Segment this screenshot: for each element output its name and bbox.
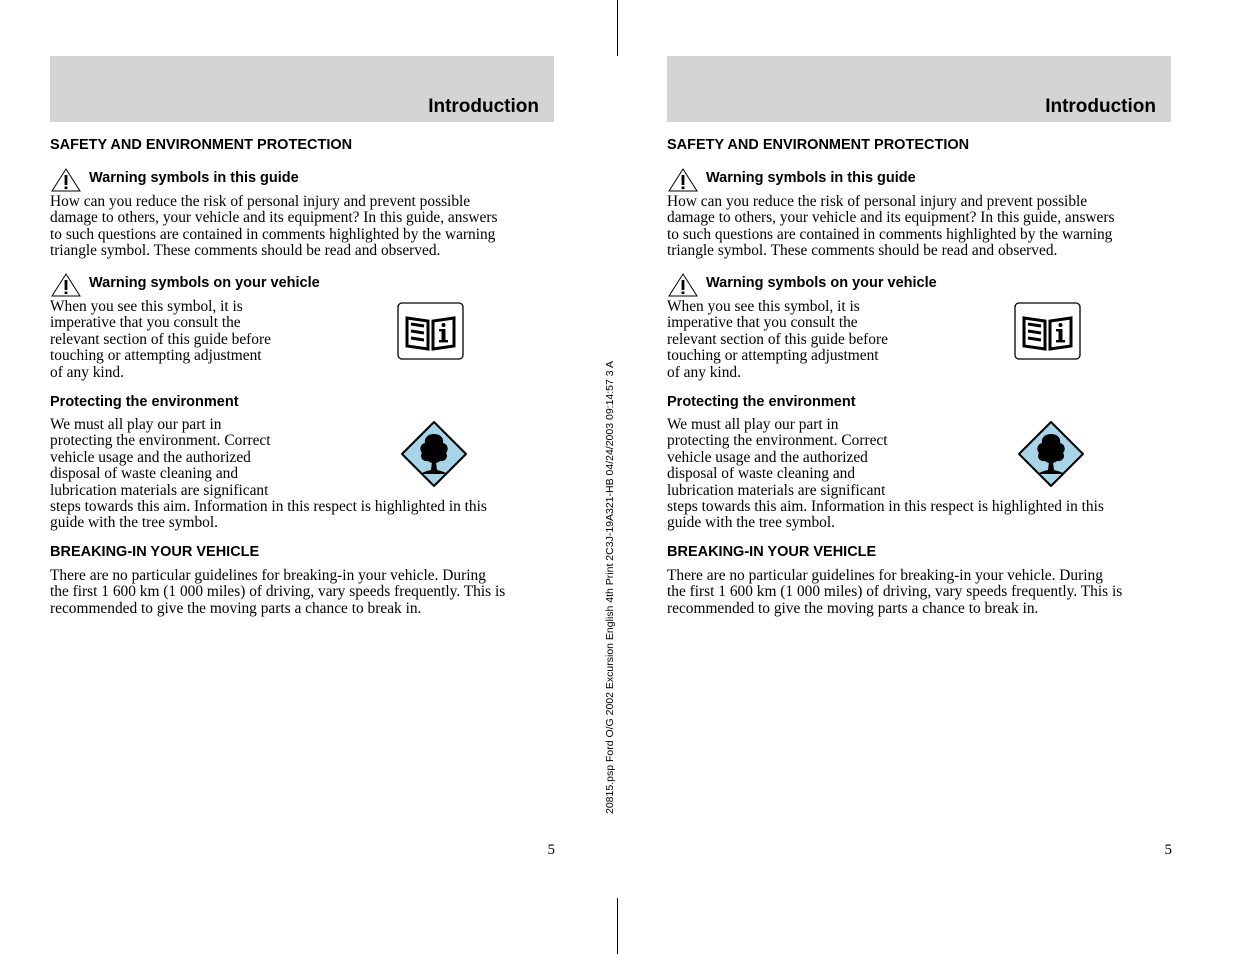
section-heading-safety: SAFETY AND ENVIRONMENT PROTECTION: [667, 137, 970, 153]
breaking-in-text: There are no particular guidelines for breaking-in your vehicle. During the first 1 600 km (1 000 miles) of driving, vary speeds frequently. This is recommended to give the moving parts a chance to break in.: [50, 567, 506, 617]
warning-guide-text: How can you reduce the risk of personal injury and prevent possible damage to others, your vehicle and its equipment? In this guide, answers to such questions are contained in comments highlighted by the warning triangle symbol. These comments should be read and observed.: [50, 193, 498, 260]
crop-mark-top: [617, 0, 618, 56]
header-bar: [50, 56, 554, 122]
page-title: Introduction: [428, 96, 539, 117]
header-bar: [667, 56, 1171, 122]
warning-guide-heading: Warning symbols in this guide: [706, 170, 916, 186]
print-slug: 20815.psp Ford O/G 2002 Excursion English 4th Print 2C3J-19A321-HB 04/24/2003 09:14:57 3 A: [604, 361, 616, 814]
tree-icon: [400, 420, 468, 488]
left-page: [50, 0, 555, 954]
environment-heading: Protecting the environment: [50, 394, 239, 410]
warning-vehicle-heading: Warning symbols on your vehicle: [89, 275, 320, 291]
warning-guide-heading: Warning symbols in this guide: [89, 170, 299, 186]
section-heading-breaking-in: BREAKING-IN YOUR VEHICLE: [50, 544, 260, 560]
manual-info-icon: [1014, 302, 1081, 360]
warning-triangle-icon: [667, 272, 699, 298]
warning-triangle-icon: [50, 272, 82, 298]
breaking-in-text: There are no particular guidelines for breaking-in your vehicle. During the first 1 600 km (1 000 miles) of driving, vary speeds frequently. This is recommended to give the moving parts a chance to break in.: [667, 567, 1123, 617]
section-heading-breaking-in: BREAKING-IN YOUR VEHICLE: [667, 544, 877, 560]
environment-text: We must all play our part in protecting the environment. Correct vehicle usage and the authorized disposal of waste cleaning and lubrication materials are significant steps towards this aim. Information in this respect is highlighted in this guide with the tree symbol.: [50, 416, 487, 532]
manual-info-icon: [397, 302, 464, 360]
tree-icon: [1017, 420, 1085, 488]
page-number: 5: [547, 842, 555, 858]
warning-vehicle-text: When you see this symbol, it is imperative that you consult the relevant section of this guide before touching or attempting adjustment of any kind.: [50, 298, 271, 381]
warning-vehicle-text: When you see this symbol, it is imperative that you consult the relevant section of this guide before touching or attempting adjustment of any kind.: [667, 298, 888, 381]
warning-vehicle-heading: Warning symbols on your vehicle: [706, 275, 937, 291]
warning-guide-text: How can you reduce the risk of personal injury and prevent possible damage to others, your vehicle and its equipment? In this guide, answers to such questions are contained in comments highlighted by the warning triangle symbol. These comments should be read and observed.: [667, 193, 1115, 260]
warning-triangle-icon: [667, 167, 699, 193]
warning-triangle-icon: [50, 167, 82, 193]
right-page: [667, 0, 1172, 954]
section-heading-safety: SAFETY AND ENVIRONMENT PROTECTION: [50, 137, 353, 153]
page-number: 5: [1164, 842, 1172, 858]
page-title: Introduction: [1045, 96, 1156, 117]
environment-text: We must all play our part in protecting the environment. Correct vehicle usage and the authorized disposal of waste cleaning and lubrication materials are significant steps towards this aim. Information in this respect is highlighted in this guide with the tree symbol.: [667, 416, 1104, 532]
crop-mark-bottom: [617, 898, 618, 954]
environment-heading: Protecting the environment: [667, 394, 856, 410]
